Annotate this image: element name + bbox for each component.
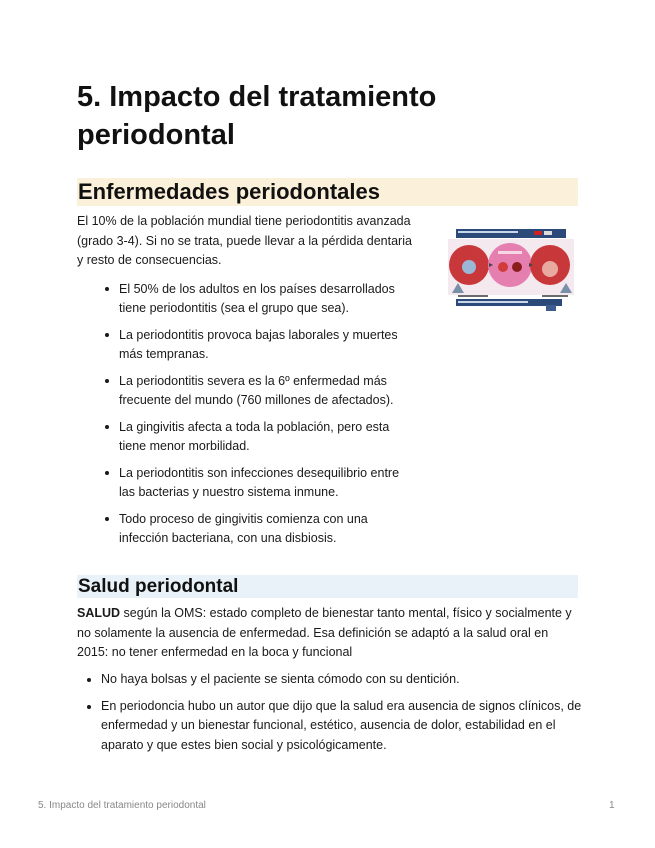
list-item: En periodoncia hubo un autor que dijo que la salud era ausencia de signos clínicos, de enfermedad y un bienestar funcional, estético, ausencia de dolor, estabilidad en el aparato y que estes bien social y psicológicamente. <box>77 697 582 756</box>
list-item: La periodontitis son infecciones desequilibrio entre las bacterias y nuestro sistema inmune. <box>77 464 417 501</box>
salud-bullet-list <box>77 670 582 762</box>
list-item: No haya bolsas y el paciente se sienta cómodo con su dentición. <box>77 670 582 690</box>
section-heading-salud: Salud periodontal <box>77 575 578 598</box>
salud-lead: SALUD <box>77 606 121 620</box>
list-item: La periodontitis severa es la 6º enfermedad más frecuente del mundo (760 millones de afectados). <box>77 372 417 409</box>
page-title: 5. Impacto del tratamiento periodontal <box>77 81 437 151</box>
list-item: La gingivitis afecta a toda la población, pero esta tiene menor morbilidad. <box>77 418 417 455</box>
periodontal-disease-diagram-icon <box>446 227 576 312</box>
section-heading-enfermedades: Enfermedades periodontales <box>77 178 578 206</box>
salud-text: según la OMS: estado completo de bienestar tanto mental, físico y socialmente y no solamente la ausencia de enfermedad. Esa definición se adaptó a la salud oral en 2015: no tener enfermedad en la boca y funcional <box>77 606 572 659</box>
list-item: La periodontitis provoca bajas laborales y muertes más tempranas. <box>77 326 417 363</box>
salud-paragraph <box>77 604 582 663</box>
page-number: 1 <box>609 800 615 811</box>
footer-title: 5. Impacto del tratamiento periodontal <box>38 800 206 811</box>
enfermedades-bullet-list <box>77 280 417 556</box>
list-item: Todo proceso de gingivitis comienza con una infección bacteriana, con una disbiosis. <box>77 510 417 547</box>
list-item: El 50% de los adultos en los países desarrollados tiene periodontitis (sea el grupo que sea). <box>77 280 417 317</box>
intro-paragraph: El 10% de la población mundial tiene periodontitis avanzada (grado 3-4). Si no se trata, puede llevar a la pérdida dentaria y resto de consecuencias. <box>77 214 412 267</box>
